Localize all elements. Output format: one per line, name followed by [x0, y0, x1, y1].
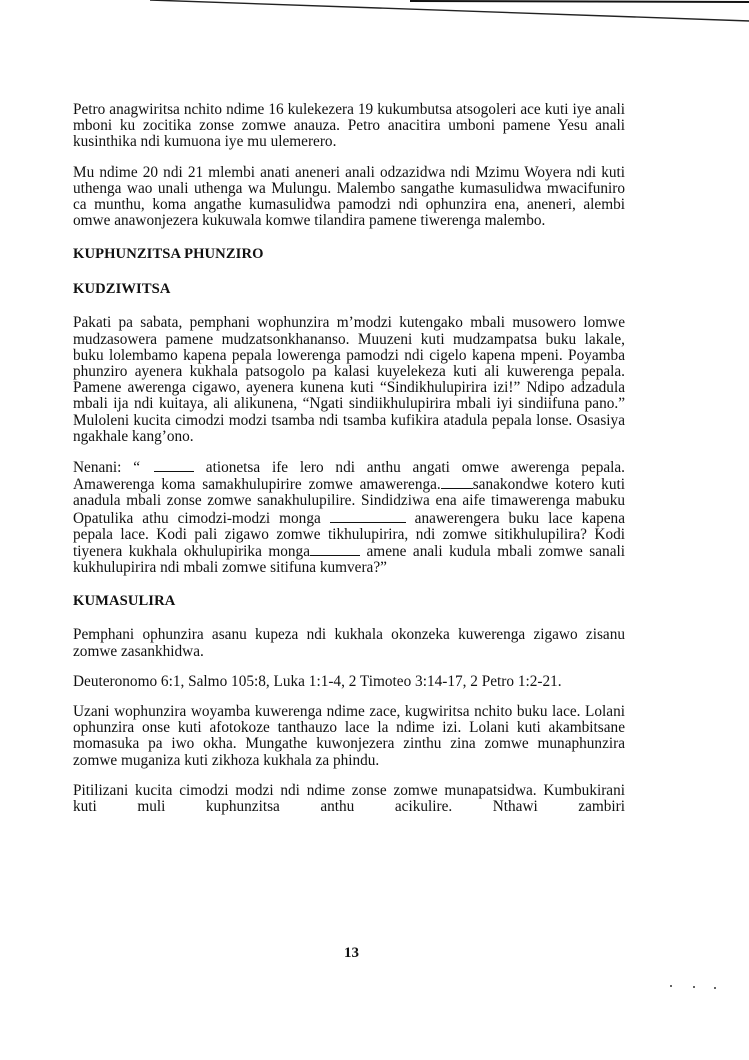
scan-specks [670, 985, 720, 993]
nenani-text-5: amene anali kudula mbali zomwe sanali kukhulupirira ndi mbali zomwe sitifuna kumvera?” [73, 543, 625, 577]
paragraph-kumasulira: Pemphani ophunzira asanu kupeza ndi kukhala okonzeka kuwerenga zigawo zisanu zomwe zasankhidwa. [73, 626, 625, 660]
speck [670, 985, 672, 987]
nenani-text-2: ationetsa ife lero ndi anthu angati omwe awerenga pepala. Amawerenga koma samakhulupirire zomwe amawerenga. [73, 459, 625, 494]
speck [714, 987, 716, 989]
blank-line [310, 543, 360, 556]
paragraph-uzani: Uzani wophunzira woyamba kuwerenga ndime zace, kugwiritsa nchito buku lace. Lolani ophunzira onse kuti afotokoze tanthauzo lace la ndime izi. Lolani kuti akambitsane momasuka pa iwo okha. Mungathe kuwonjezera zinthu zina zomwe munaphunzira zomwe muganiza kuti zikhoza kukhala za phindu. [73, 703, 625, 769]
section-heading-kudziwitsa: KUDZIWITSA [73, 281, 171, 298]
blank-line [441, 476, 473, 489]
scripture-references: Deuteronomo 6:1, Salmo 105:8, Luka 1:1-4, 2 Timoteo 3:14-17, 2 Petro 1:2-21. [73, 672, 562, 690]
nenani-text-4: anawerengera buku lace kapena pepala lace. Kodi pali zigawo zomwe tikhulupirira, ndi zomwe sitikhulupilira? Kodi tiyenera kukhala okhulupirika monga [73, 509, 625, 561]
paragraph-ndime-20-21: Mu ndime 20 ndi 21 mlembi anati aneneri anali odzazidwa ndi Mzimu Woyera ndi kuti uthenga wao unali uthenga wa Mulungu. Malembo sangathe kumasulidwa mwacifuniro ca munthu, koma angathe kumasulidwa pamodzi ndi ophunzira ena, aneneri, alembi omwe anawonjezera kukuwala komwe tilandira pamene tiwerenga malembo. [73, 163, 625, 230]
section-heading-kuphunzitsa: KUPHUNZITSA PHUNZIRO [73, 246, 264, 263]
section-heading-kumasulira: KUMASULIRA [73, 593, 176, 610]
paragraph-petro: Petro anagwiritsa nchito ndime 16 kulekezera 19 kukumbutsa atsogoleri ace kuti iye anali mboni ku zocitika zonse zomwe anauza. Petro anacitira umboni pamene Yesu anali kusinthika ndi kumuona iye mu ulemerero. [73, 101, 625, 151]
document-page [73, 102, 625, 815]
blank-line [330, 510, 406, 523]
nenani-text-1: Nenani: “ [73, 459, 140, 477]
speck [693, 986, 695, 988]
paragraph-pitilizani: Pitilizani kucita cimodzi modzi ndi ndime zonse zomwe munapatsidwa. Kumbukirani kuti muli kuphunzitsa anthu acikulire. Nthawi zambiri [73, 781, 625, 816]
paragraph-nenani [73, 459, 625, 576]
scan-edge-line [150, 0, 749, 30]
nenani-text-3: sanakondwe kotero kuti anadula mbali zonse zomwe sanakhulupilire. Sindidziwa ena aife timawerenga mabuku Opatulika athu cimodzi-modzi monga [73, 476, 625, 527]
paragraph-kudziwitsa: Pakati pa sabata, pemphani wophunzira m’modzi kutengako mbali musowero lomwe mudzasowera pamene mudzatsonkhananso. Muuzeni kuti mudzampatsa buku lakale, buku lolembamo kapena pepala lowerenga pamodzi ndi cigelo kapena mpeni. Poyamba phunziro ayenera kukhala patsogolo pa kalasi kuyelekeza kuti ali kuwerenga pepala. Pamene awerenga cigawo, ayenera kunena kuti “Sindikhulupirira izi!” Ndipo adzadula mbali ija ndi kuitaya, ali alikunena, “Ngati sindiikhulupirira mbali iyi sindiifuna pano.” Muloleni kucita cimodzi modzi tsamba ndi tsamba kufikira atadula pepala lonse. Osasiya ngakhale kang’ono. [73, 314, 625, 445]
page-number: 13 [344, 945, 359, 961]
blank-line [154, 459, 194, 472]
